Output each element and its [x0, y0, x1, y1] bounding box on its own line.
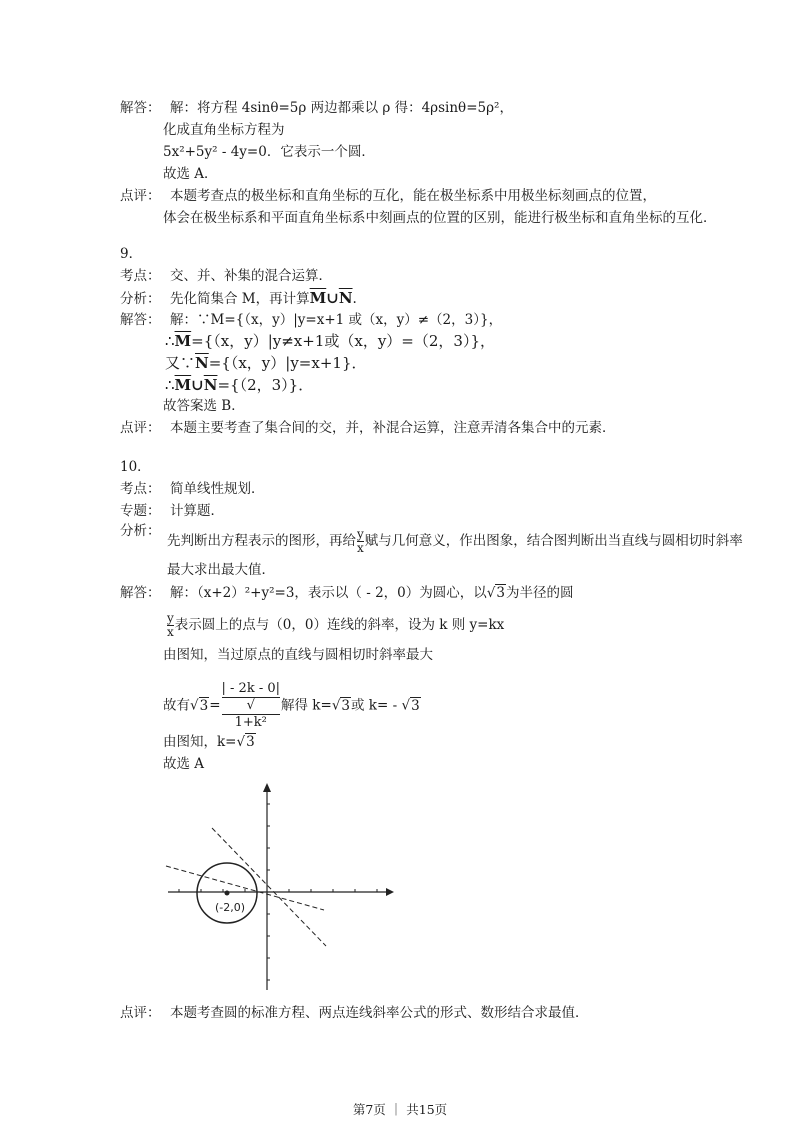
q10-answer-line-1: 解答： 解：（x+2）²+y²=3，表示以（ - 2，0）为圆心，以√3为半径的圆: [120, 585, 574, 601]
q9-answer-line-2: $\therefore\overline{M}=\{(x$，y）|y≠x+1或（x，y）=（2，3）}，: [165, 332, 496, 350]
q9-number: 9．: [120, 246, 143, 262]
distance-fraction: | - 2k - 0| √ 1+k²: [221, 681, 281, 730]
q8-answer-line-3: 5x²+5y² - 4y=0．它表示一个圆．: [163, 144, 375, 160]
q10-comment: 点评： 本题考查圆的标准方程、两点连线斜率公式的形式、数形结合求最值．: [120, 1005, 589, 1021]
center-label: (-2,0): [215, 901, 246, 914]
circle-tangent-graph: [160, 780, 400, 995]
q10-fenxi-label: 分析：: [120, 523, 161, 539]
q10-zhuanti: 专题： 计算题．: [120, 503, 224, 519]
tangent-line-steep: [212, 828, 326, 946]
answer-label: 解答：: [120, 100, 161, 116]
y-over-x-fraction: $\frac{y}{x}$: [357, 527, 364, 555]
q8-comment-line-2: 体会在极坐标系和平面直角坐标系中刻画点的位置的区别，能进行极坐标和直角坐标的互化．: [163, 210, 717, 226]
q8-answer-line-2: 化成直角坐标方程为: [163, 122, 285, 138]
q10-kaodian: 考点： 简单线性规划．: [120, 481, 265, 497]
circle-center: [225, 891, 230, 896]
q8-comment-line-1: 点评： 本题考查点的极坐标和直角坐标的互化，能在极坐标系中用极坐标刻画点的位置，: [120, 188, 656, 204]
y-over-x-fraction: $\frac{y}{x}$: [167, 611, 174, 639]
x-axis-arrow: [386, 888, 394, 896]
q8-answer-line-1: 解答： 解：将方程 4sinθ=5ρ 两边都乘以 ρ 得：4ρsinθ=5ρ²，: [120, 100, 513, 116]
q9-answer-line-1: 解答： 解：∵M={（x，y）|y=x+1 或（x，y）≠（2，3）}，: [120, 312, 503, 328]
q9-fenxi: 分析： 先化简集合 M，再计算$\overline{M}\cup\overline{N}$.: [120, 289, 357, 307]
y-axis-arrow: [263, 783, 271, 792]
page-footer: 第7页 ｜ 共15页: [352, 1102, 448, 1117]
q9-answer-line-3: 又$\because\overline{N}=\{(x$，y）|y=x+1}．: [165, 354, 367, 372]
q9-kaodian: 考点： 交、并、补集的混合运算．: [120, 268, 332, 284]
q10-answer-line-2: $\frac{y}{x}$ 表示圆上的点与（0，0）连线的斜率，设为 k 则 y=kx: [167, 611, 505, 639]
comment-label: 点评：: [120, 188, 161, 204]
q10-answer-line-5: 由图知，k=√3: [163, 734, 255, 750]
q9-comment: 点评： 本题主要考查了集合间的交，并，补混合运算，注意弄清各集合中的元素．: [120, 420, 616, 436]
q10-fenxi-line-2: 最大求出最大值．: [167, 562, 275, 578]
q10-number: 10．: [120, 459, 151, 475]
q10-answer-line-4: 故有√3= | - 2k - 0| √ 1+k² 解得 k=√3或 k= - √3: [163, 681, 420, 730]
q9-answer-line-4: $\therefore\overline{M}\cup\overline{N}=\{(2$，3）}．: [165, 376, 314, 394]
q8-answer-line-4: 故选 A．: [163, 166, 218, 182]
q10-answer-line-3: 由图知，当过原点的直线与圆相切时斜率最大: [163, 647, 433, 663]
q10-answer-line-6: 故选 A: [163, 756, 205, 772]
q9-answer-line-5: 故答案选 B．: [163, 398, 245, 414]
q10-fenxi-line-1: 先判断出方程表示的图形，再给 $\frac{y}{x}$ 赋与几何意义，作出图象，结合图判断出当直线与圆相切时斜率: [167, 527, 743, 555]
